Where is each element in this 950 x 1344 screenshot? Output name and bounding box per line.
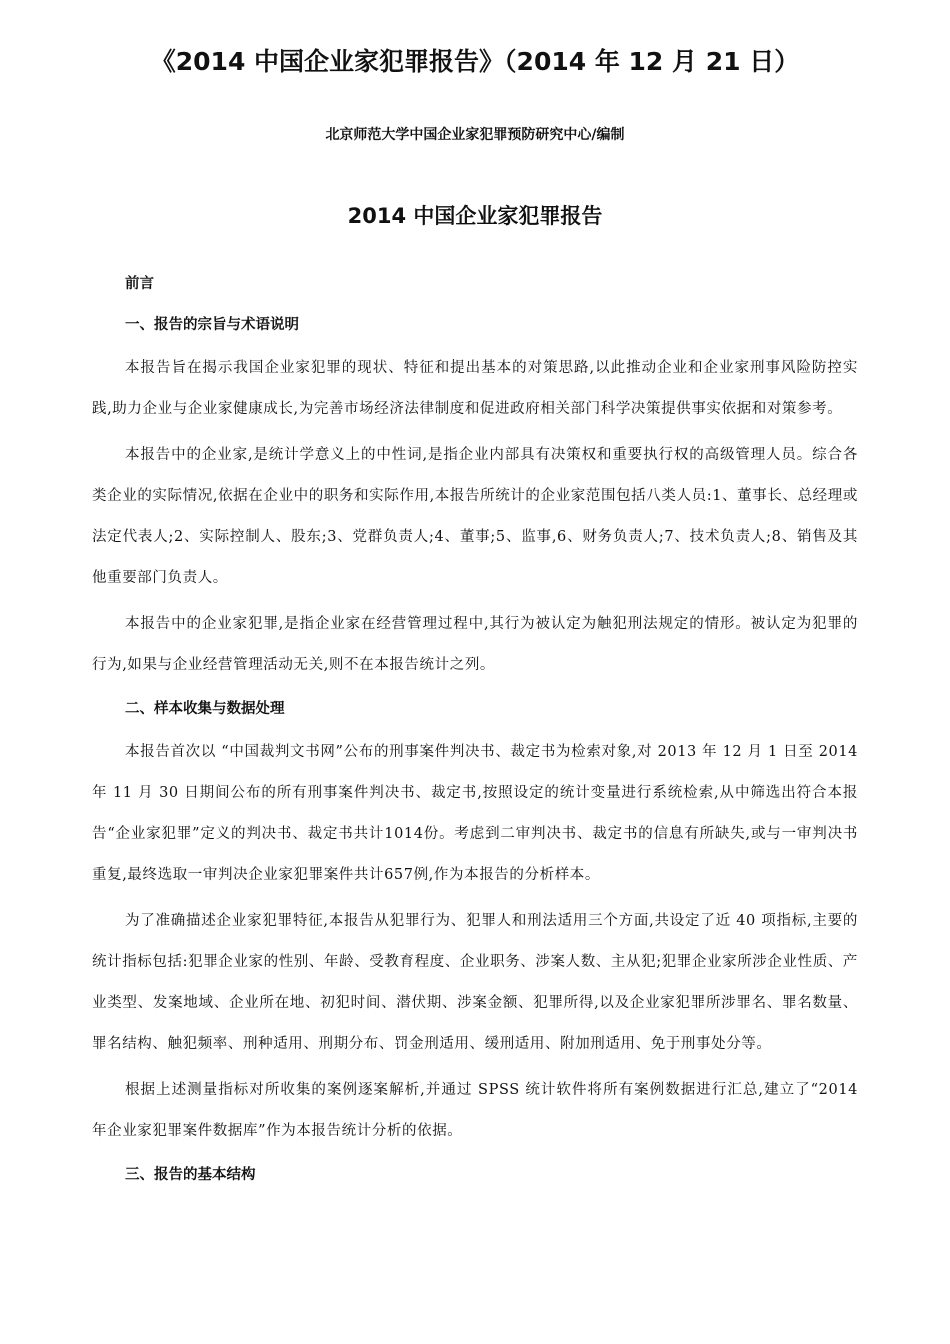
heading-section-3: 三、报告的基本结构 bbox=[125, 1167, 256, 1183]
report-title: 2014 中国企业家犯罪报告 bbox=[347, 204, 603, 228]
paragraph-s1-crime-definition: 本报告中的企业家犯罪,是指企业家在经营管理过程中,其行为被认定为触犯刑法规定的情形。被认定为犯罪的行为,如果与企业经营管理活动无关,则不在本报告统计之列。 bbox=[92, 616, 858, 673]
paragraph-s2-indicators: 为了准确描述企业家犯罪特征,本报告从犯罪行为、犯罪人和刑法适用三个方面,共设定了近 40 项指标,主要的统计指标包括:犯罪企业家的性别、年龄、受教育程度、企业职务、涉案人数、主从犯;犯罪企业家所涉企业性质、产业类型、发案地域、企业所在地、初犯时间、潜伏期、涉案金额、犯罪所得,以及企业家犯罪所涉罪名、罪名数量、罪名结构、触犯频率、刑种适用、刑期分布、罚金刑适用、缓刑适用、附加刑适用、免于刑事处分等。 bbox=[92, 913, 858, 1052]
heading-section-1: 一、报告的宗旨与术语说明 bbox=[125, 317, 299, 333]
paragraph-s1-purpose: 本报告旨在揭示我国企业家犯罪的现状、特征和提出基本的对策思路,以此推动企业和企业家刑事风险防控实践,助力企业与企业家健康成长,为完善市场经济法律制度和促进政府相关部门科学决策提供事实依据和对策参考。 bbox=[92, 360, 858, 417]
editor-line: 北京师范大学中国企业家犯罪预防研究中心/编制 bbox=[325, 127, 625, 143]
main-title: 《2014 中国企业家犯罪报告》（2014 年 12 月 21 日） bbox=[150, 47, 800, 76]
paragraph-s2-sample: 本报告首次以 “中国裁判文书网”公布的刑事案件判决书、裁定书为检索对象,对 2013 年 12 月 1 日至 2014 年 11 月 30 日期间公布的所有刑事案件判决书、裁定书,按照设定的统计变量进行系统检索,从中筛选出符合本报告“企业家犯罪”定义的判决书、裁定书共计1014份。考虑到二审判决书、裁定书的信息有所缺失,或与一审判决书重复,最终选取一审判决企业家犯罪案件共计657例,作为本报告的分析样本。 bbox=[92, 744, 858, 883]
heading-preface: 前言 bbox=[125, 276, 154, 292]
paragraph-s2-database: 根据上述测量指标对所收集的案例逐案解析,并通过 SPSS 统计软件将所有案例数据进行汇总,建立了“2014 年企业家犯罪案件数据库”作为本报告统计分析的依据。 bbox=[92, 1082, 858, 1139]
paragraph-s1-entrepreneur-definition: 本报告中的企业家,是统计学意义上的中性词,是指企业内部具有决策权和重要执行权的高级管理人员。综合各类企业的实际情况,依据在企业中的职务和实际作用,本报告所统计的企业家范围包括八类人员:1、董事长、总经理或法定代表人;2、实际控制人、股东;3、党群负责人;4、董事;5、监事,6、财务负责人;7、技术负责人;8、销售及其他重要部门负责人。 bbox=[92, 447, 858, 586]
heading-section-2: 二、样本收集与数据处理 bbox=[125, 701, 285, 717]
document-body bbox=[92, 266, 858, 1198]
